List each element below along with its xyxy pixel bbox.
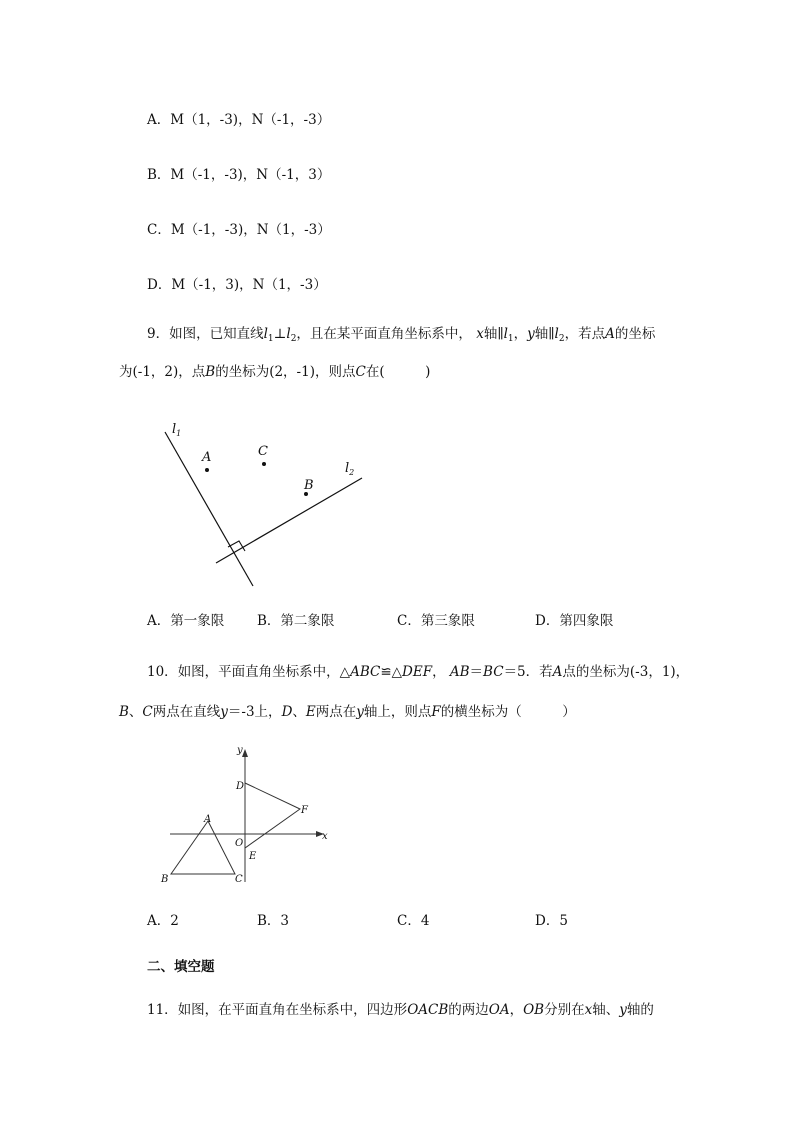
q10-label-F: F	[301, 805, 308, 816]
q11-text: ，	[509, 1002, 524, 1018]
q10-label-O: O	[235, 838, 244, 849]
q11-text: 分别在	[544, 1002, 585, 1018]
q10-B: B	[119, 704, 129, 720]
section-title-fill-in: 二、填空题	[147, 959, 215, 975]
q10-y: y	[220, 704, 228, 720]
q9-label-A: A	[202, 450, 212, 465]
q9-l2-sub: 2	[290, 334, 297, 344]
q9-text: 的坐标为(2，-1)，则点	[215, 364, 356, 380]
q10-text: 两点在直线	[152, 704, 221, 720]
q10-text: 、	[128, 704, 143, 720]
q8-option-c: C．M（-1，-3)，N（1，-3）	[147, 222, 331, 238]
q10-text: 如图，平面直角坐标系中，△	[177, 664, 351, 680]
q11-text: 轴、	[592, 1002, 620, 1018]
q11-text: 如图，在平面直角在坐标系中，四边形	[177, 1002, 408, 1018]
q9-l1b: l	[503, 326, 508, 342]
q9-A: A	[605, 326, 615, 342]
q10-triangle-def	[245, 783, 300, 848]
q9-text: ，且在某平面直角坐标系中，	[296, 326, 472, 342]
q10-label-C: C	[235, 874, 243, 885]
q10-text: 的横坐标为（ ）	[440, 704, 576, 720]
q10-cong: ≌△	[380, 664, 403, 680]
q10-y2: y	[356, 704, 364, 720]
q9-text: ，	[513, 326, 528, 342]
q8-option-a: A．M（1，-3)，N（-1，-3）	[147, 112, 331, 128]
q11-number: 11．	[147, 1002, 178, 1018]
q10-text: 两点在	[315, 704, 357, 720]
q10-text: 轴上，则点	[363, 704, 432, 720]
q8-option-b: B．M（-1，-3)，N（-1，3）	[147, 167, 331, 183]
q10-bc: BC	[483, 664, 504, 680]
q9-label-C: C	[258, 444, 268, 459]
q10-ab: AB	[449, 664, 470, 680]
q10-text: 、	[292, 704, 306, 720]
q9-option-d: D．第四象限	[535, 613, 614, 629]
q9-y: y	[527, 326, 535, 342]
q11-oa: OA	[488, 1002, 510, 1018]
q9-label-l1: $l_1$	[172, 422, 182, 438]
q10-text: ，	[432, 664, 446, 680]
q10-text: ＝-3上，	[227, 704, 282, 720]
q9-option-a: A．第一象限	[147, 613, 225, 629]
q11-ob: OB	[523, 1002, 545, 1018]
q11-oacb: OACB	[407, 1002, 449, 1018]
q10-option-a: A．2	[147, 913, 179, 929]
q10-D: D	[281, 704, 293, 720]
q10-y-axis-arrow	[242, 749, 248, 757]
q9-text: 在( )	[365, 364, 431, 380]
q11-x: x	[584, 1002, 593, 1018]
q10-abc: ABC	[350, 664, 381, 680]
q10-E: E	[305, 704, 316, 720]
q10-label-x: x	[322, 831, 328, 842]
q10-def: DEF	[402, 664, 433, 680]
q10-eq: ＝	[469, 664, 484, 680]
q9-perp: ⊥	[273, 326, 287, 342]
q9-C: C	[355, 364, 366, 380]
q9-text: 如图，已知直线	[169, 326, 264, 342]
q9-l2: l	[286, 326, 291, 342]
q11-text: 的两边	[448, 1002, 489, 1018]
q9-label-B: B	[304, 478, 314, 493]
q9-label-l2: $l_2$	[345, 461, 355, 477]
q10-text: ＝5．若	[503, 664, 553, 680]
q10-label-A: A	[204, 814, 212, 825]
q10-C: C	[142, 704, 153, 720]
q9-B: B	[205, 364, 216, 380]
q9-l1: l	[263, 326, 268, 342]
q8-option-d: D．M（-1，3)，N（1，-3）	[147, 277, 327, 293]
q9-l2b-sub: 2	[558, 334, 565, 344]
q9-l1b-sub: 1	[507, 334, 514, 344]
q10-A: A	[552, 664, 563, 680]
q10-number: 10．	[147, 664, 178, 680]
q9-x: x	[476, 326, 484, 342]
q10-label-D: D	[236, 781, 245, 792]
q11-y: y	[619, 1002, 627, 1018]
q9-text: 的坐标	[614, 326, 656, 342]
q9-text: ，若点	[564, 326, 606, 342]
q10-F: F	[431, 704, 441, 720]
q9-text: 轴∥	[534, 326, 555, 342]
q9-option-c: C．第三象限	[397, 613, 475, 629]
q10-option-b: B．3	[257, 913, 290, 929]
q10-option-d: D．5	[535, 913, 568, 929]
q10-label-y: y	[237, 745, 243, 756]
q9-l1-sub: 1	[267, 334, 274, 344]
q9-number: 9．	[147, 326, 170, 342]
q9-option-b: B．第二象限	[257, 613, 335, 629]
q10-triangle-abc	[171, 821, 235, 874]
q9-text: 轴∥	[483, 326, 504, 342]
q10-label-E: E	[249, 851, 257, 862]
q9-l2b: l	[554, 326, 559, 342]
q11-text: 轴的	[626, 1002, 654, 1018]
q9-text: 为(-1，2)，点	[119, 364, 206, 380]
q11-stem-line1	[147, 998, 654, 1018]
q10-text: 点的坐标为(-3，1)，	[562, 664, 690, 680]
q10-label-B: B	[161, 874, 169, 885]
q10-option-c: C．4	[397, 913, 430, 929]
